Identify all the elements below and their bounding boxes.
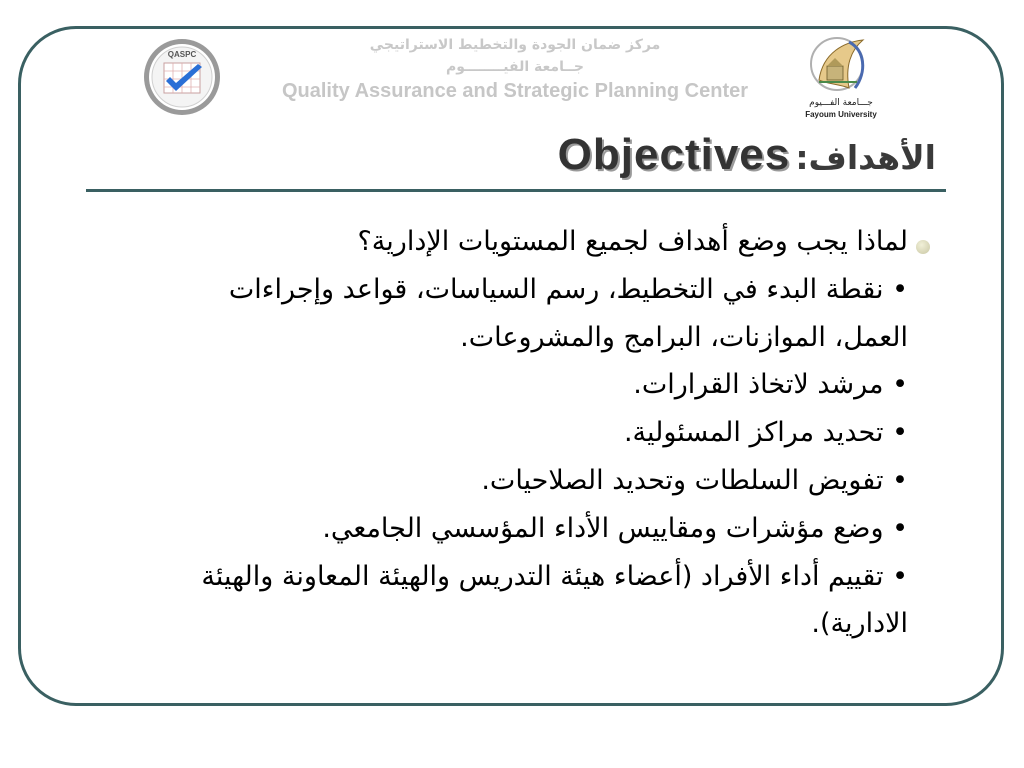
content-item: • تحديد مراكز المسئولية.	[623, 417, 908, 449]
content-item: • وضع مؤشرات ومقاييس الأداء المؤسسي الجامعي.	[322, 512, 908, 544]
content-item: • تفويض السلطات وتحديد الصلاحيات.	[481, 464, 908, 496]
title-arabic: الأهداف:	[795, 138, 936, 177]
bullet-icon	[916, 240, 930, 254]
header-ar-line2: جــامعة الفيــــــــوم	[445, 59, 585, 75]
qaspc-logo	[142, 37, 222, 117]
content-question: لماذا يجب وضع أهداف لجميع المستويات الإدارية؟	[357, 226, 908, 257]
title-divider	[86, 189, 946, 192]
content-item: • نقطة البدء في التخطيط، رسم السياسات، قواعد وإجراءات العمل، الموازنات، البرامج والمشروعات.	[228, 273, 908, 353]
fayoum-logo-ar: جـــامعة الفـــيوم	[809, 98, 873, 108]
qaspc-logo-text: QASPC	[167, 50, 197, 59]
content-item: • تقييم أداء الأفراد (أعضاء هيئة التدريس والهيئة المعاونة والهيئة الادارية).	[201, 560, 908, 640]
content-item: • مرشد لاتخاذ القرارات.	[633, 369, 908, 401]
slide-title	[558, 130, 936, 180]
header-en-line: Quality Assurance and Strategic Planning Center	[281, 80, 749, 102]
title-english: Objectives	[557, 130, 791, 179]
slide-content	[150, 218, 908, 648]
fayoum-university-logo	[805, 32, 877, 122]
fayoum-logo-en: Fayoum University	[805, 110, 877, 119]
header-center	[240, 34, 790, 104]
header-ar-line1: مركز ضمان الجودة والتخطيط الاستراتيجي	[369, 37, 661, 53]
